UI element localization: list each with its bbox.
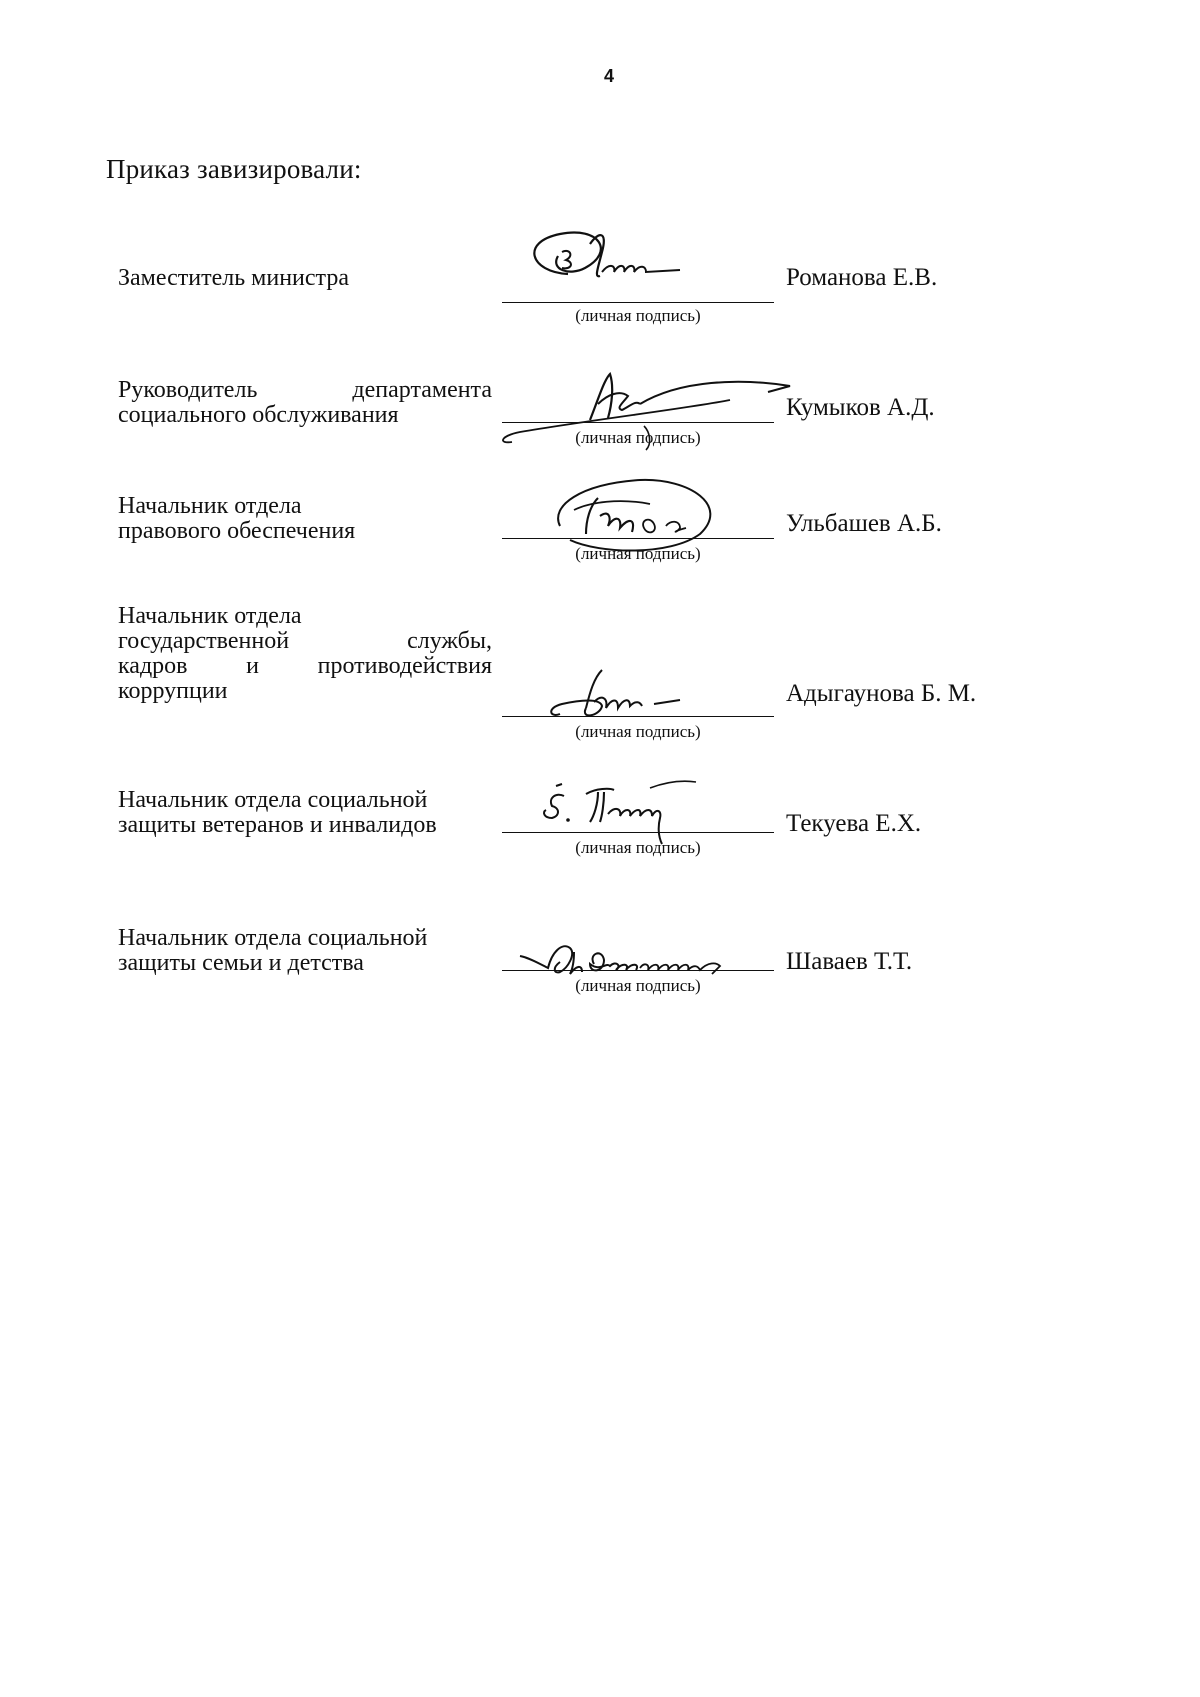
position-line: Начальник отдела социальной [118, 925, 428, 951]
signature-line [502, 716, 774, 717]
position-line: Начальник отдела [118, 493, 302, 519]
signature-caption: (личная подпись) [575, 722, 701, 741]
position-line: правового обеспечения [118, 518, 356, 544]
signatory-name: Кумыков А.Д. [786, 394, 935, 421]
signature-caption: (личная подпись) [575, 306, 701, 325]
signature-line [502, 302, 774, 303]
position-line: защиты семьи и детства [118, 950, 364, 976]
signatory-name: Ульбашев А.Б. [786, 510, 942, 537]
signatory-position [118, 378, 492, 428]
signatory-name: Адыгаунова Б. М. [786, 680, 977, 707]
signature-line [502, 970, 774, 971]
position-line: коррупции [118, 678, 228, 704]
position-line: кадров и противодействия [118, 653, 492, 679]
position-line: социального обслуживания [118, 402, 399, 428]
approval-heading: Приказ завизировали: [106, 154, 362, 184]
handwritten-signature [490, 222, 790, 302]
signatory-name: Шаваев Т.Т. [786, 948, 913, 975]
signatory-name: Романова Е.В. [786, 264, 938, 291]
signatory-position [118, 604, 492, 704]
signature-line [502, 538, 774, 539]
signature-caption: (личная подпись) [575, 838, 701, 857]
signature-line [502, 422, 774, 423]
signature-caption: (личная подпись) [575, 428, 701, 447]
signatory-position [118, 494, 492, 544]
position-line: защиты ветеранов и инвалидов [118, 812, 437, 838]
signatory-position [118, 788, 492, 838]
position-line: Начальник отдела социальной [118, 787, 428, 813]
signatory-position [118, 926, 492, 976]
position-line: Заместитель министра [118, 265, 349, 291]
signature-caption: (личная подпись) [575, 544, 701, 563]
position-line: Начальник отдела [118, 603, 302, 629]
signatory-position [118, 266, 492, 291]
page-number: 4 [604, 66, 615, 86]
signature-caption: (личная подпись) [575, 976, 701, 995]
position-line: государственной службы, [118, 628, 492, 654]
signature-line [502, 832, 774, 833]
signatory-name: Текуева Е.Х. [786, 810, 922, 837]
position-line: Руководитель департамента [118, 377, 492, 403]
